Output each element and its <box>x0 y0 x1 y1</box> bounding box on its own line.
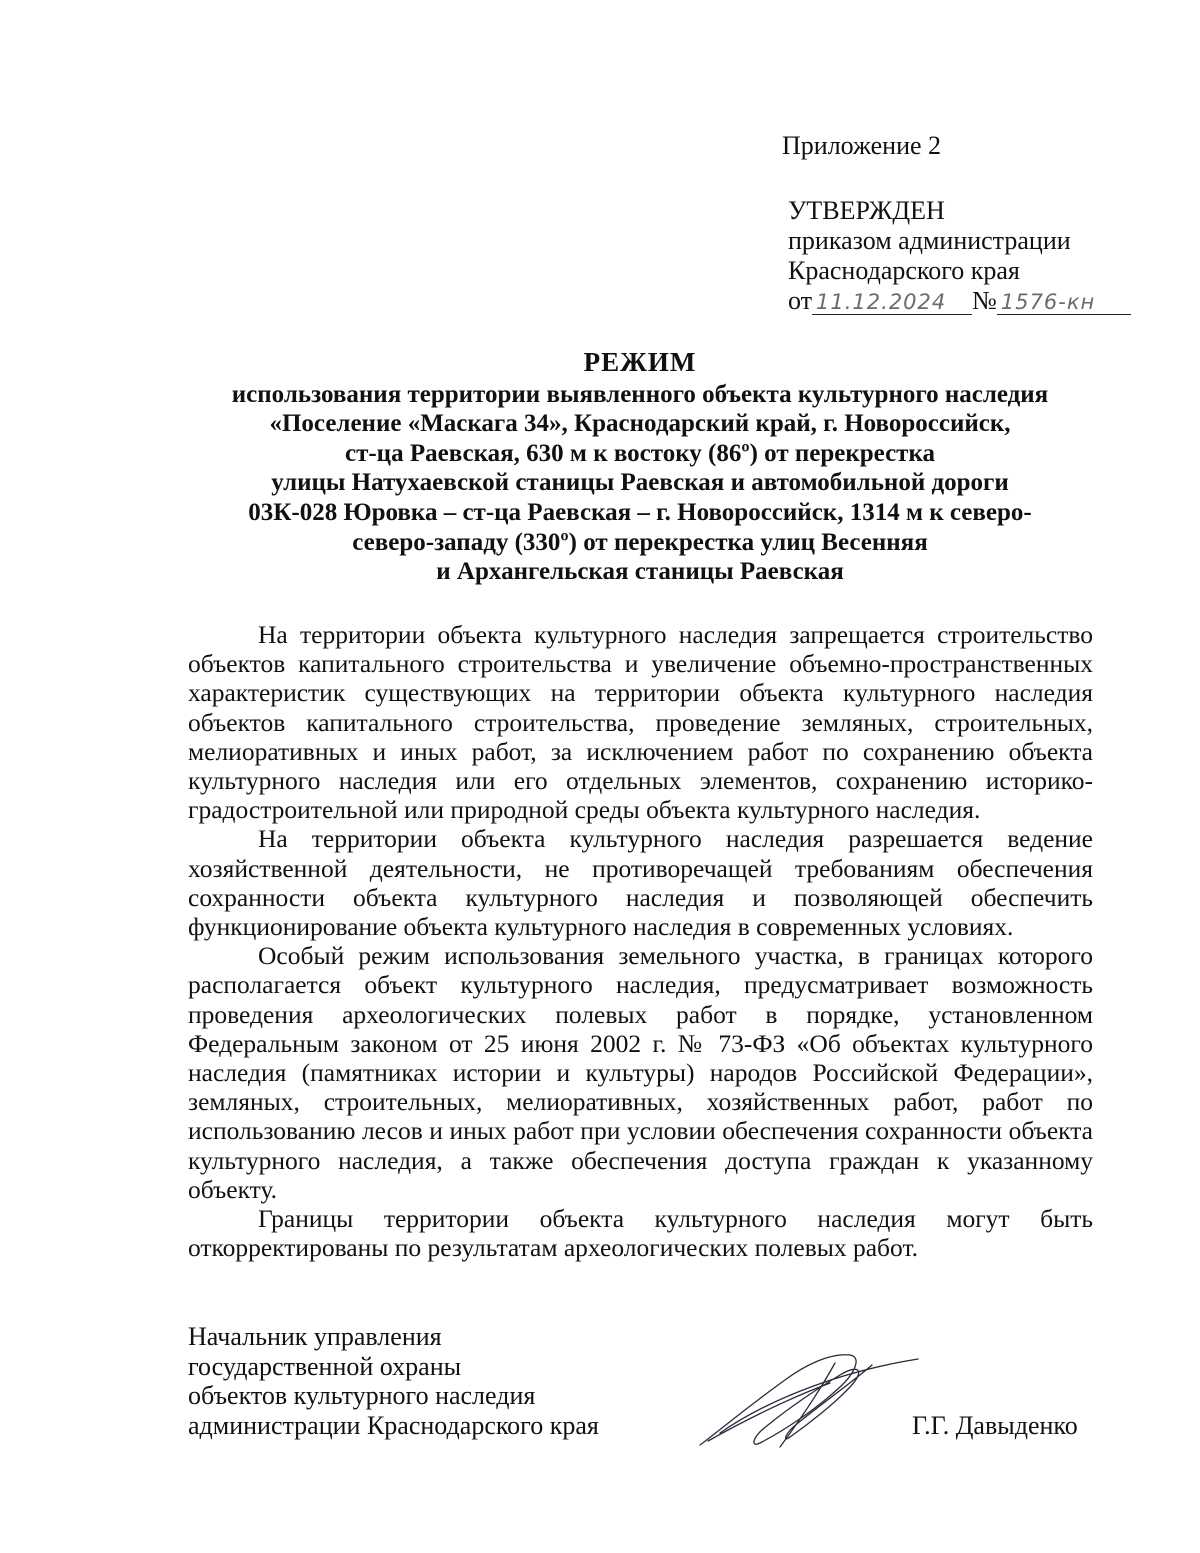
body-paragraph-boundaries: Границы территории объекта культурного наследия могут быть откорректированы по результатам археологических полевых работ. <box>188 1204 1093 1263</box>
title-line: ст-ца Раевская, 630 м к востоку (86º) от перекрестка <box>344 439 935 467</box>
title-main: РЕЖИМ <box>583 347 697 377</box>
signer-position-line: администрации Краснодарского края <box>188 1410 599 1440</box>
body-paragraph-permissions: На территории объекта культурного наследия разрешается ведение хозяйственной деятельности, не противоречащей требованиям обеспечения сохранности объекта культурного наследия и позволяющей обеспечить функционирование объекта культурного наследия в современных условиях. <box>188 824 1093 942</box>
title-line: 03К-028 Юровка – ст-ца Раевская – г. Новороссийск, 1314 м к северо- <box>248 498 1032 526</box>
title-line: улицы Натухаевской станицы Раевская и автомобильной дороги <box>271 469 1009 497</box>
body-paragraph-prohibitions: На территории объекта культурного наследия запрещается строительство объектов капитального строительства и увеличение объемно-пространственных характеристик существующих на территории объекта культурного наследия объектов капитального строительства, проведение земляных, строительных, мелиоративных и иных работ, за исключением работ по сохранению объекта культурного наследия или его отдельных элементов, сохранению историко-градостроительной или природной среды объекта культурного наследия. <box>188 620 1093 825</box>
approval-block <box>788 196 1131 316</box>
handwritten-order-number: 1576-кн <box>997 290 1131 315</box>
approved-by-line-1: приказом администрации <box>788 226 1071 255</box>
order-date-number-line <box>788 286 1131 316</box>
approved-label: УТВЕРЖДЕН <box>788 196 945 225</box>
handwritten-signature <box>690 1345 920 1455</box>
title-line: и Архангельская станицы Раевская <box>436 558 844 586</box>
signer-position-line: Начальник управления <box>188 1322 442 1351</box>
number-prefix: № <box>972 286 997 315</box>
date-prefix: от <box>788 286 813 315</box>
appendix-label: Приложение 2 <box>782 131 942 160</box>
signer-position <box>188 1322 599 1440</box>
signer-position-line: объектов культурного наследия <box>188 1381 536 1411</box>
document-title <box>150 348 1130 587</box>
signer-name: Г.Г. Давыденко <box>912 1411 1078 1440</box>
title-line: использования территории выявленного объекта культурного наследия <box>231 380 1049 408</box>
handwritten-order-date: 11.12.2024 <box>812 290 972 315</box>
document-body <box>188 620 1093 1262</box>
signer-position-line: государственной охраны <box>188 1351 462 1381</box>
title-line: северо-западу (330º) от перекрестка улиц Весенняя <box>352 528 928 556</box>
body-paragraph-special-regime: Особый режим использования земельного участка, в границах которого располагается объект культурного наследия, предусматривает возможность проведения археологических полевых работ в порядке, установленном Федеральным законом от 25 июня 2002 г. № 73-ФЗ «Об объектах культурного наследия (памятниках истории и культуры) народов Российской Федерации», земляных, строительных, мелиоративных, хозяйственных работ, работ по использованию лесов и иных работ при условии обеспечения сохранности объекта культурного наследия, а также обеспечения доступа граждан к указанному объекту. <box>188 941 1093 1204</box>
approved-by-line-2: Краснодарского края <box>788 256 1020 285</box>
title-line: «Поселение «Маскага 34», Краснодарский край, г. Новороссийск, <box>269 410 1011 438</box>
